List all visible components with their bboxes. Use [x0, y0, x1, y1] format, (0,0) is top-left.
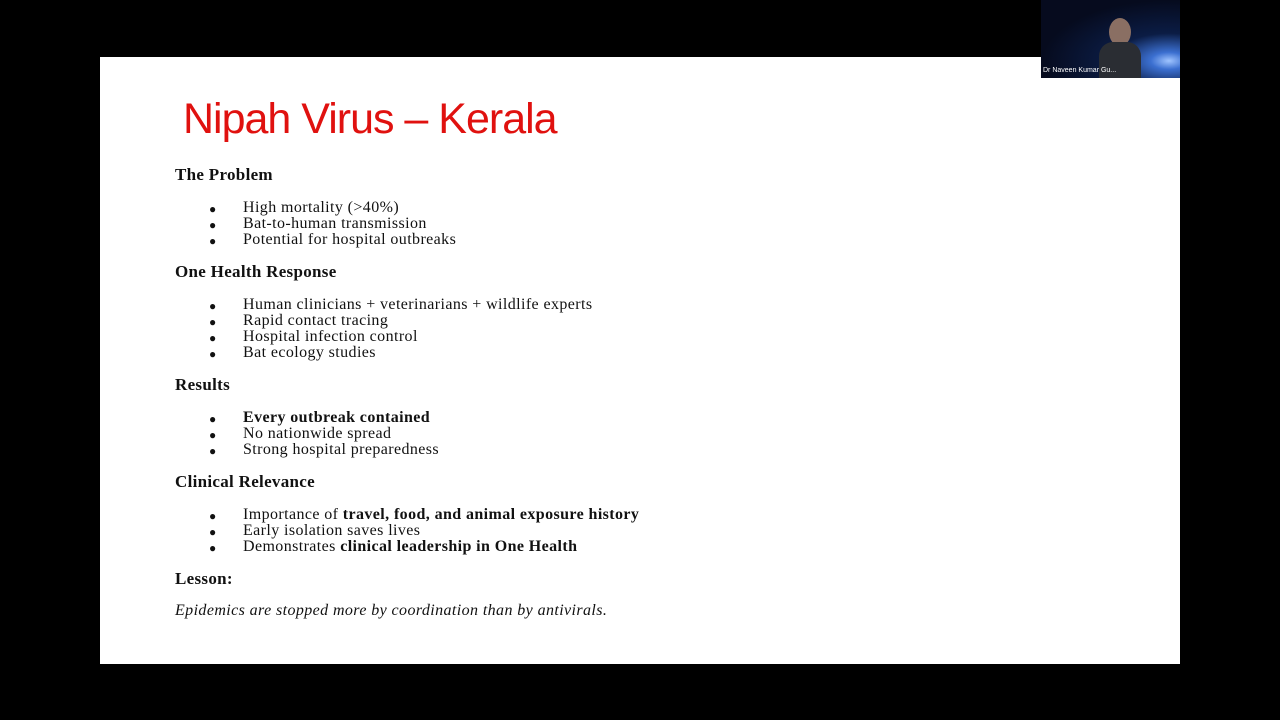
- section-heading: Results: [175, 375, 230, 394]
- bullet-dot-icon: ●: [209, 525, 217, 539]
- presentation-slide: [100, 57, 1180, 664]
- bullet-text: Strong hospital preparedness: [243, 441, 440, 458]
- bullet-text: Bat ecology studies: [243, 344, 376, 361]
- bullet-item: [175, 442, 639, 458]
- bullet-dot-icon: ●: [209, 412, 217, 426]
- bullet-item: [175, 329, 639, 345]
- bullet-list: [175, 297, 639, 361]
- bullet-dot-icon: ●: [209, 331, 217, 345]
- bullet-dot-icon: ●: [209, 509, 217, 523]
- bullet-text: Potential for hospital outbreaks: [243, 231, 457, 248]
- bullet-text: Hospital infection control: [243, 328, 418, 345]
- bullet-list: [175, 410, 639, 458]
- bullet-list: [175, 507, 639, 555]
- bullet-dot-icon: ●: [209, 315, 217, 329]
- bullet-text: travel, food, and animal exposure history: [342, 506, 640, 523]
- participant-name-label: Dr Naveen Kumar Gu...: [1043, 67, 1117, 74]
- bullet-item: [175, 539, 639, 555]
- bullet-text: No nationwide spread: [243, 425, 392, 442]
- bullet-dot-icon: ●: [209, 218, 217, 232]
- bullet-text: High mortality (>40%): [243, 199, 400, 216]
- section-heading: One Health Response: [175, 262, 337, 281]
- bullet-item: [175, 507, 639, 523]
- slide-content: [175, 166, 639, 620]
- bullet-text: clinical leadership in One Health: [340, 538, 578, 555]
- bullet-text: Early isolation saves lives: [243, 522, 421, 539]
- slide-section: [175, 263, 639, 361]
- bullet-dot-icon: ●: [209, 202, 217, 216]
- slide-section: [175, 473, 639, 555]
- bullet-text: Importance of: [243, 506, 343, 523]
- bullet-dot-icon: ●: [209, 541, 217, 555]
- slide-section: [175, 376, 639, 458]
- lesson-heading: Lesson:: [175, 569, 233, 588]
- bullet-item: [175, 426, 639, 442]
- bullet-item: [175, 232, 639, 248]
- slide-section: [175, 166, 639, 248]
- bullet-item: [175, 200, 639, 216]
- bullet-dot-icon: ●: [209, 444, 217, 458]
- bullet-text: Human clinicians + veterinarians + wildlife experts: [243, 296, 593, 313]
- bullet-item: [175, 523, 639, 539]
- bullet-item: [175, 345, 639, 361]
- bullet-text: Rapid contact tracing: [243, 312, 389, 329]
- bullet-item: [175, 410, 639, 426]
- slide-title: Nipah Virus – Kerala: [183, 95, 557, 143]
- section-heading: Clinical Relevance: [175, 472, 315, 491]
- bullet-dot-icon: ●: [209, 299, 217, 313]
- bullet-list: [175, 200, 639, 248]
- bullet-text: Bat-to-human transmission: [243, 215, 427, 232]
- bullet-item: [175, 216, 639, 232]
- bullet-dot-icon: ●: [209, 347, 217, 361]
- bullet-item: [175, 297, 639, 313]
- bullet-text: Demonstrates: [243, 538, 341, 555]
- bullet-item: [175, 313, 639, 329]
- bullet-dot-icon: ●: [209, 234, 217, 248]
- section-heading: The Problem: [175, 165, 273, 184]
- participant-video-tile[interactable]: [1041, 0, 1180, 78]
- lesson-text: Epidemics are stopped more by coordination than by antivirals.: [175, 602, 608, 619]
- bullet-dot-icon: ●: [209, 428, 217, 442]
- bullet-text: Every outbreak contained: [243, 409, 431, 426]
